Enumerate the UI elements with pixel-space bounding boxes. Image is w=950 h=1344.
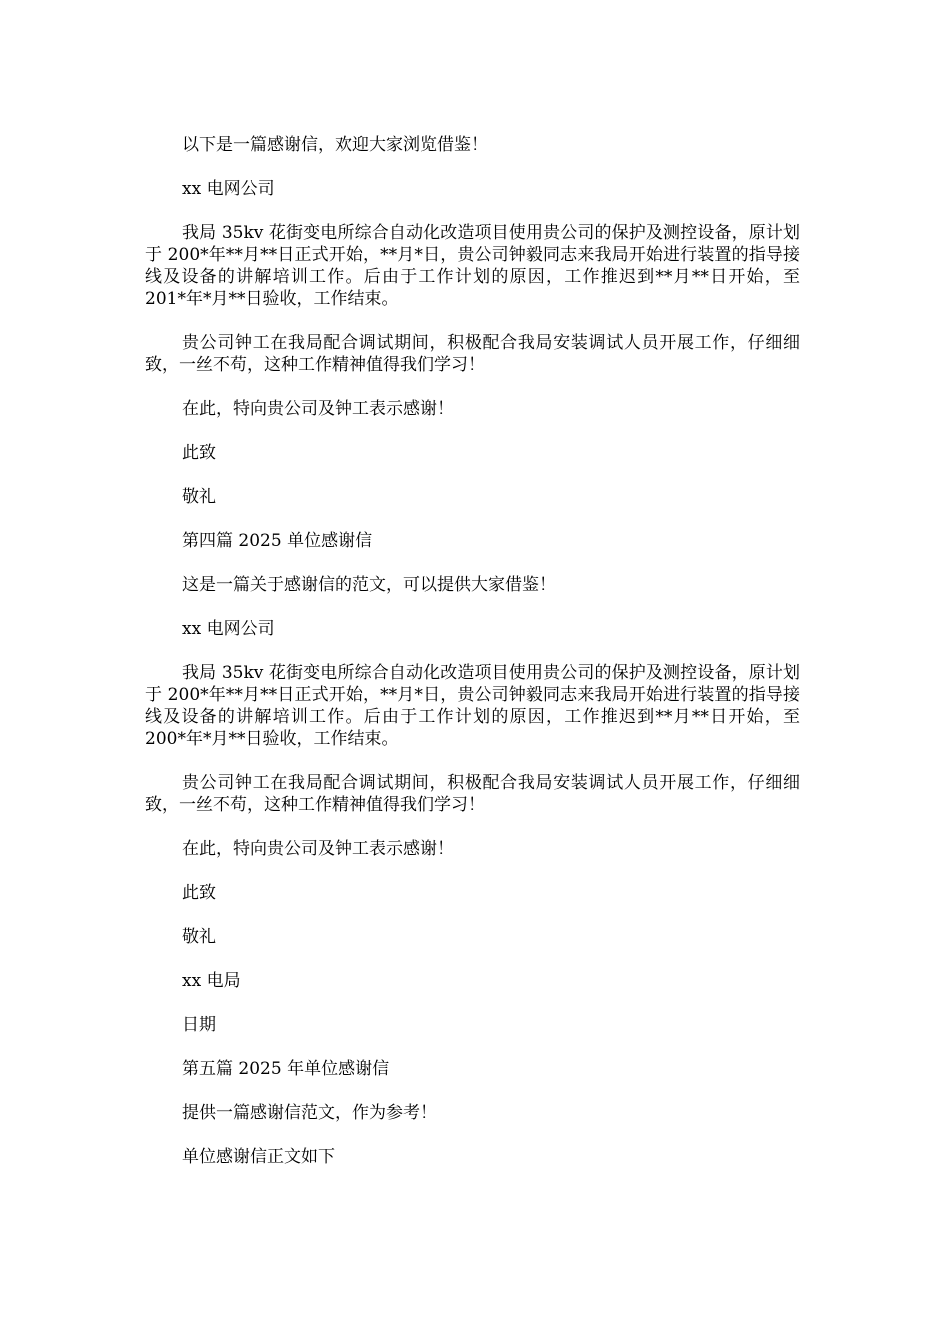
closing-line: 此致 xyxy=(182,883,216,903)
intro-line: 这是一篇关于感谢信的范文，可以提供大家借鉴！ xyxy=(182,575,556,595)
date-line: 日期 xyxy=(182,1015,216,1035)
recipient-line: xx 电网公司 xyxy=(182,179,275,199)
section-heading: 第四篇 2025 单位感谢信 xyxy=(182,531,373,551)
body-paragraph: 我局 35kv 花街变电所综合自动化改造项目使用贵公司的保护及测控设备，原计划于 200*年**月**日正式开始，**月*日，贵公司钟毅同志来我局开始进行装置的指导接线及设备的讲解培训工作。后由于工作计划的原因，工作推迟到**月**日开始，至 200*年*月**日验收，工作结束。 xyxy=(145,663,800,749)
salutation-line: 敬礼 xyxy=(182,927,216,947)
thanks-line: 在此，特向贵公司及钟工表示感谢！ xyxy=(182,839,454,859)
closing-line: 此致 xyxy=(182,443,216,463)
section-heading: 第五篇 2025 年单位感谢信 xyxy=(182,1059,390,1079)
body-paragraph: 贵公司钟工在我局配合调试期间，积极配合我局安装调试人员开展工作，仔细细致，一丝不苟，这种工作精神值得我们学习！ xyxy=(145,773,800,815)
recipient-line: xx 电网公司 xyxy=(182,619,275,639)
intro-line: 单位感谢信正文如下 xyxy=(182,1147,335,1167)
body-paragraph: 我局 35kv 花街变电所综合自动化改造项目使用贵公司的保护及测控设备，原计划于 200*年**月**日正式开始，**月*日，贵公司钟毅同志来我局开始进行装置的指导接线及设备的讲解培训工作。后由于工作计划的原因，工作推迟到**月**日开始，至 201*年*月**日验收，工作结束。 xyxy=(145,223,800,309)
sender-line: xx 电局 xyxy=(182,971,241,991)
document-body xyxy=(145,134,800,1190)
body-paragraph: 贵公司钟工在我局配合调试期间，积极配合我局安装调试人员开展工作，仔细细致，一丝不苟，这种工作精神值得我们学习！ xyxy=(145,333,800,375)
intro-line: 提供一篇感谢信范文，作为参考！ xyxy=(182,1103,437,1123)
salutation-line: 敬礼 xyxy=(182,487,216,507)
intro-line: 以下是一篇感谢信，欢迎大家浏览借鉴！ xyxy=(182,135,488,155)
thanks-line: 在此，特向贵公司及钟工表示感谢！ xyxy=(182,399,454,419)
